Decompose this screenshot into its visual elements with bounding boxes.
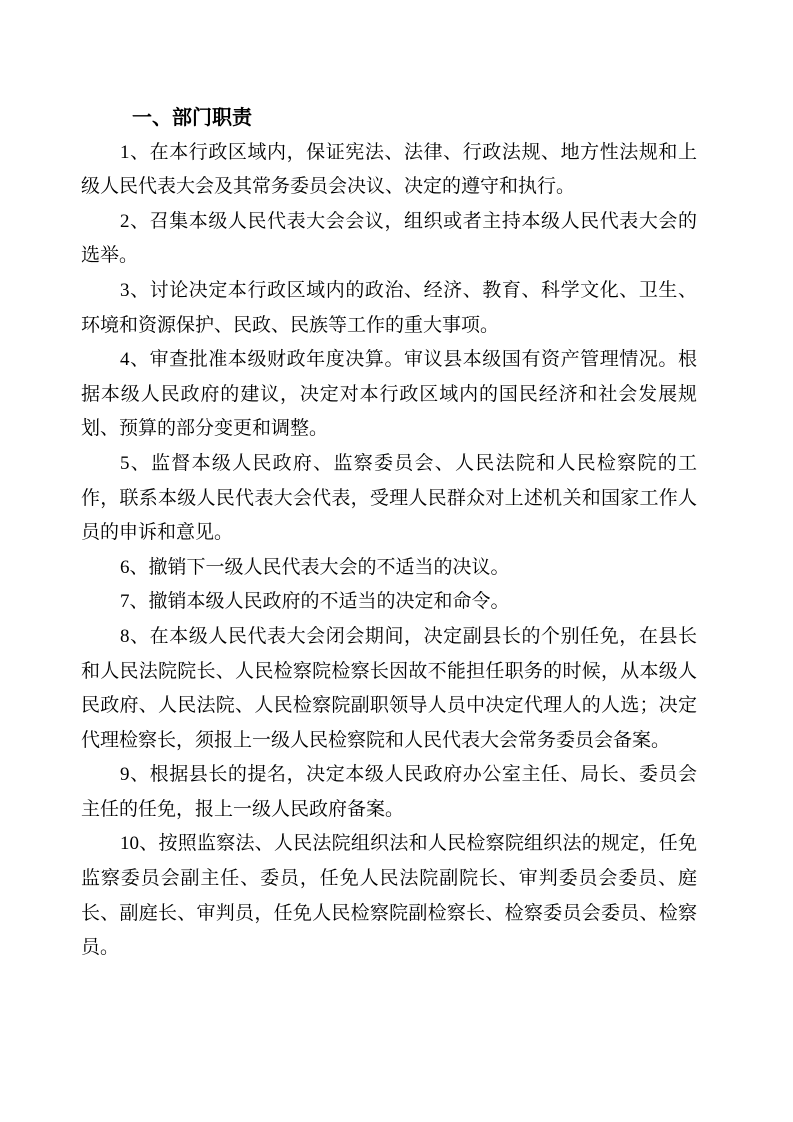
duty-item-4: 4、审查批准本级财政年度决算。审议县本级国有资产管理情况。根据本级人民政府的建议，决定对本行政区域内的国民经济和社会发展规划、预算的部分变更和调整。 [81, 349, 697, 440]
duty-item-2: 2、召集本级人民代表大会会议，组织或者主持本级人民代表大会的选举。 [81, 210, 697, 267]
duty-item-8: 8、在本级人民代表大会闭会期间，决定副县长的个别任免，在县长和人民法院院长、人民检察院检察长因故不能担任职务的时候，从本级人民政府、人民法院、人民检察院副职领导人员中决定代理人的人选；决定代理检察长，须报上一级人民检察院和人民代表大会常务委员会备案。 [81, 625, 697, 751]
section-title: 一、部门职责 [132, 107, 252, 129]
duty-item-1: 1、在本行政区域内，保证宪法、法律、行政法规、地方性法规和上级人民代表大会及其常务委员会决议、决定的遵守和执行。 [81, 141, 697, 198]
duty-item-6: 6、撤销下一级人民代表大会的不适当的决议。 [120, 556, 510, 578]
duty-item-10: 10、按照监察法、人民法院组织法和人民检察院组织法的规定，任免监察委员会副主任、委员，任免人民法院副院长、审判委员会委员、庭长、副庭长、审判员，任免人民检察院副检察长、检察委员会委员、检察员。 [81, 833, 697, 959]
duty-item-5: 5、监督本级人民政府、监察委员会、人民法院和人民检察院的工作，联系本级人民代表大会代表，受理人民群众对上述机关和国家工作人员的申诉和意见。 [81, 452, 697, 544]
document-content [81, 101, 697, 966]
duty-item-7: 7、撤销本级人民政府的不适当的决定和命令。 [120, 591, 510, 613]
duty-item-9: 9、根据县长的提名，决定本级人民政府办公室主任、局长、委员会主任的任免，报上一级人民政府备案。 [81, 764, 697, 820]
duty-item-3: 3、讨论决定本行政区域内的政治、经济、教育、科学文化、卫生、环境和资源保护、民政、民族等工作的重大事项。 [81, 279, 697, 336]
